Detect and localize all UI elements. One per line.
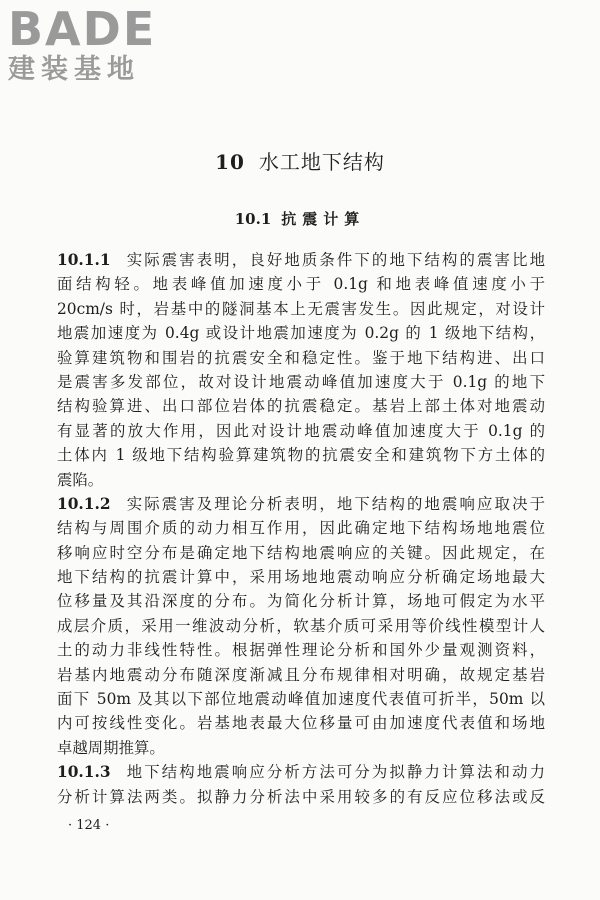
text-line bbox=[57, 785, 545, 809]
text-line bbox=[57, 443, 545, 467]
text-line bbox=[57, 565, 545, 589]
clause-text: 实际震害及理论分析表明，地下结构的地震响应取决于 bbox=[124, 494, 545, 513]
clause-text: 岩基内地震动分布随深度渐减且分布规律相对明确，故规定基岩 bbox=[57, 665, 545, 684]
clause-text: 结构验算进、出口部位岩体的抗震稳定。基岩上部土体对地震动 bbox=[57, 397, 545, 416]
text-line bbox=[57, 419, 545, 443]
text-line bbox=[57, 370, 545, 394]
text-line bbox=[57, 614, 545, 638]
clause-text: 有显著的放大作用，因此对设计地震动峰值加速度大于 0.1g 的 bbox=[57, 421, 545, 440]
text-line bbox=[57, 711, 545, 735]
clause-paragraph bbox=[57, 760, 545, 809]
clause-text: 面下 50m 及其以下部位地震动峰值加速度代表值可折半，50m 以 bbox=[57, 690, 545, 709]
section-number: 10.1 bbox=[234, 210, 272, 228]
logo-subtitle: 建装基地 bbox=[8, 54, 140, 85]
clause-text: 地下结构的抗震计算中，采用场地地震动响应分析确定场地最大 bbox=[57, 568, 545, 587]
clause-text: 震陷。 bbox=[57, 470, 104, 489]
text-line bbox=[57, 468, 545, 492]
clause-text: 20cm/s 时，岩基中的隧洞基本上无震害发生。因此规定，对设计 bbox=[57, 299, 545, 318]
text-line bbox=[57, 638, 545, 662]
clause-number: 10.1.1 bbox=[57, 251, 111, 269]
clause-text: 验算建筑物和围岩的抗震安全和稳定性。鉴于地下结构进、出口 bbox=[57, 348, 545, 367]
clause-number: 10.1.3 bbox=[57, 763, 111, 782]
text-line bbox=[57, 687, 545, 711]
text-line bbox=[57, 516, 545, 540]
text-line bbox=[57, 394, 545, 418]
text-line bbox=[57, 248, 545, 272]
chapter-number: 10 bbox=[215, 150, 245, 174]
clause-text: 土体内 1 级地下结构验算建筑物的抗震安全和建筑物下方土体的 bbox=[57, 446, 545, 465]
clause-text: 成层介质，采用一维波动分析，软基介质可采用等价线性模型计人 bbox=[57, 616, 545, 635]
text-line bbox=[57, 736, 545, 760]
text-line bbox=[57, 589, 545, 613]
clause-text: 结构与周围介质的动力相互作用，因此确定地下结构场地地震位 bbox=[57, 519, 545, 538]
text-line bbox=[57, 760, 545, 784]
chapter-heading bbox=[0, 146, 600, 175]
publisher-logo bbox=[8, 4, 178, 86]
text-line bbox=[57, 541, 545, 565]
clause-text: 位移量及其沿深度的分布。为简化分析计算，场地可假定为水平 bbox=[57, 592, 545, 611]
clause-text: 地下结构地震响应分析方法可分为拟静力计算法和动力 bbox=[124, 763, 545, 782]
page-number: · 124 · bbox=[68, 818, 110, 833]
clause-text: 内可按线性变化。岩基地表最大位移量可由加速度代表值和场地 bbox=[57, 714, 545, 733]
clause-text: 面结构轻。地表峰值加速度小于 0.1g 和地表峰值速度小于 bbox=[57, 275, 545, 294]
clause-paragraph bbox=[57, 248, 545, 492]
text-line bbox=[57, 492, 545, 516]
text-line bbox=[57, 321, 545, 345]
clause-paragraph bbox=[57, 492, 545, 760]
clause-text: 卓越周期推算。 bbox=[57, 738, 165, 757]
clause-number: 10.1.2 bbox=[57, 494, 111, 513]
body-text bbox=[57, 248, 545, 809]
clause-text: 分析计算法两类。拟静力分析法中采用较多的有反应位移法或反 bbox=[57, 787, 545, 806]
text-line bbox=[57, 297, 545, 321]
text-line bbox=[57, 272, 545, 296]
clause-text: 移响应时空分布是确定地下结构地震响应的关键。因此规定，在 bbox=[57, 543, 545, 562]
logo-wordmark: BADE bbox=[8, 2, 157, 56]
text-line bbox=[57, 663, 545, 687]
clause-text: 土的动力非线性特性。根据弹性理论分析和国外少量观测资料， bbox=[57, 641, 545, 660]
clause-text: 实际震害表明，良好地质条件下的地下结构的震害比地 bbox=[124, 251, 545, 269]
clause-text: 是震害多发部位，故对设计地震动峰值加速度大于 0.1g 的地下 bbox=[57, 372, 545, 391]
text-line bbox=[57, 346, 545, 370]
chapter-title: 水工地下结构 bbox=[258, 150, 385, 174]
clause-text: 地震加速度为 0.4g 或设计地震加速度为 0.2g 的 1 级地下结构， bbox=[57, 324, 545, 343]
section-title: 抗震计算 bbox=[281, 210, 366, 228]
section-heading bbox=[0, 208, 600, 229]
